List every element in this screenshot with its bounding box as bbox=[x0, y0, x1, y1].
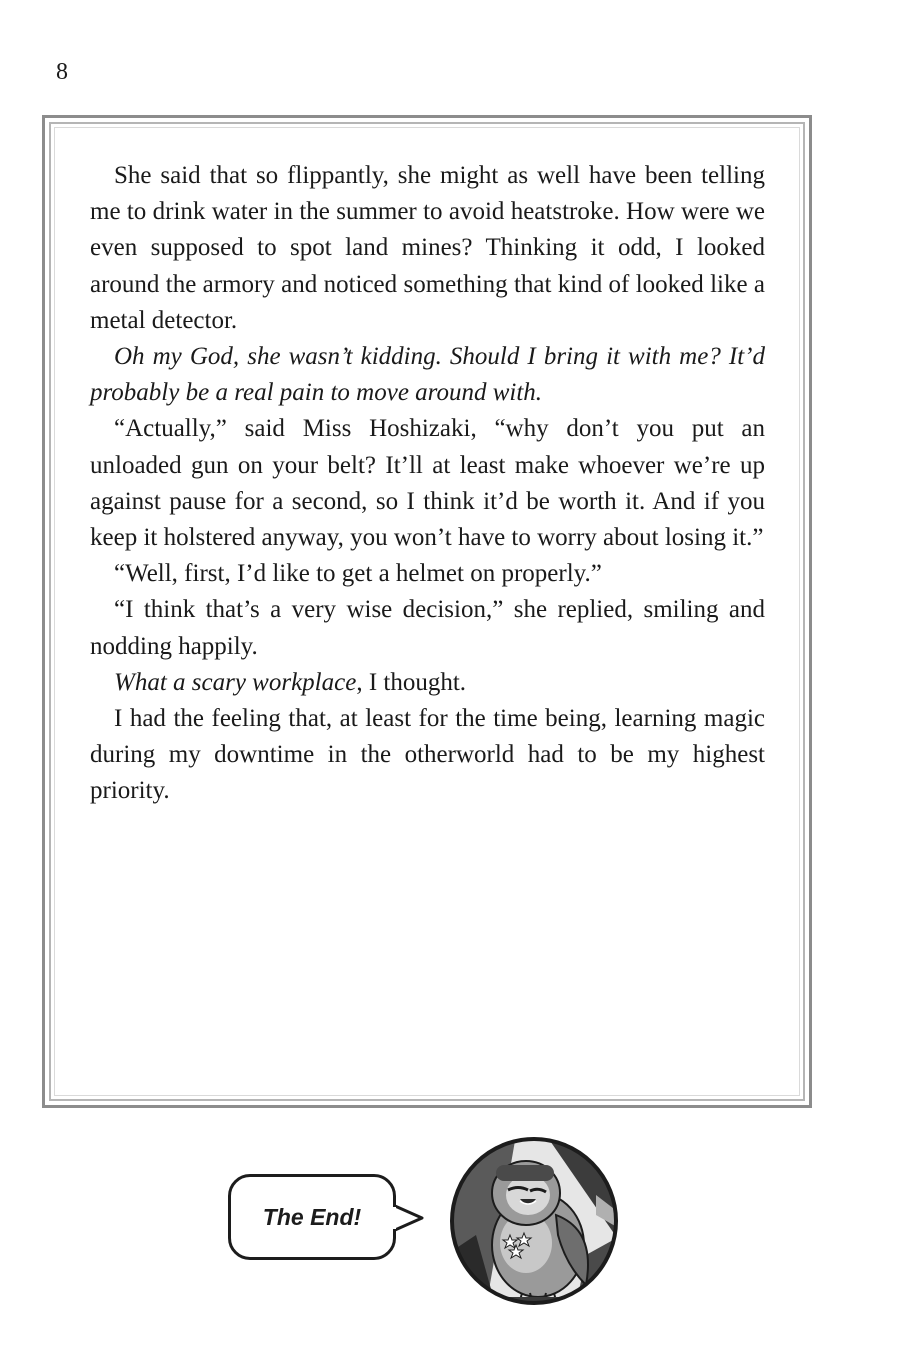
paragraph-3: “Actually,” said Miss Hoshizaki, “why don’t you put an unloaded gun on your belt? It’ll at least make whoever we’re up against pause for a second, so I think it’d be worth it. And if you keep it holstered anyway, you won’t have to worry about losing it.” bbox=[90, 415, 765, 552]
paragraph-5: “I think that’s a very wise decision,” she replied, smiling and nodding happily. bbox=[90, 596, 765, 660]
speech-bubble bbox=[228, 1174, 396, 1260]
speech-bubble-text: The End! bbox=[262, 1203, 362, 1230]
paragraph-4: “Well, first, I’d like to get a helmet on properly.” bbox=[114, 560, 602, 588]
paragraph-6 bbox=[90, 665, 765, 701]
paragraph-2-italic: Oh my God, she wasn’t kidding. Should I bring it with me? It’d probably be a real pain to move around with. bbox=[90, 343, 765, 407]
paragraph-7: I had the feeling that, at least for the time being, learning magic during my downtime in the otherworld had to be my highest priority. bbox=[90, 705, 765, 805]
speech-bubble-tail bbox=[392, 1198, 426, 1238]
paragraph-6-rest: , I thought. bbox=[356, 668, 467, 696]
body-text bbox=[90, 158, 765, 810]
page-number: 8 bbox=[56, 59, 68, 85]
paragraph-6-italic: What a scary workplace bbox=[114, 668, 357, 696]
paragraph-1: She said that so flippantly, she might as well have been telling me to drink water in the summer to avoid heatstroke. How were we even supposed to spot land mines? Thinking it odd, I looked around the armory and noticed something that kind of looked like a metal detector. bbox=[90, 162, 765, 334]
bird-mascot-icon bbox=[446, 1135, 622, 1307]
paragraph-2 bbox=[90, 339, 765, 411]
